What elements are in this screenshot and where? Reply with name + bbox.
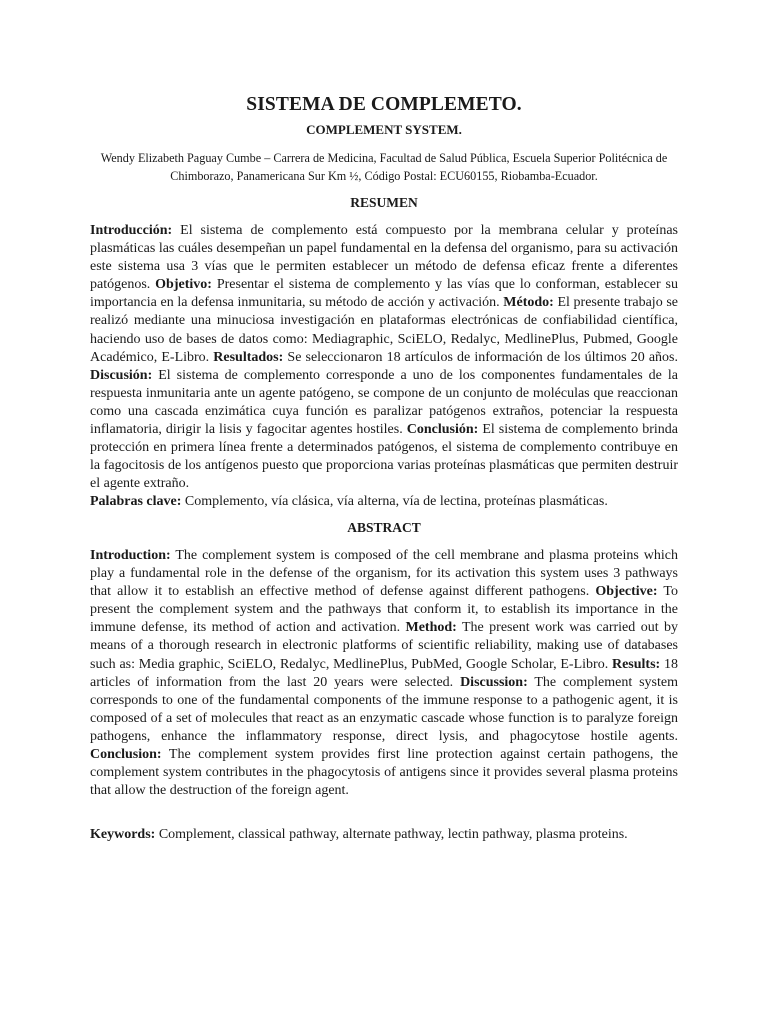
resumen-intro-label: Introducción: (90, 223, 173, 238)
resumen-intro-text: El sistema de complemento está compuesto por la membrana celular y proteínas plasmáticas las cuáles desempeñan un papel fundamental en la defensa del organismo, para su activación este sistema usa 3 vías que le permiten establecer un método de defensa eficaz frente a diferentes patógenos. (90, 223, 678, 293)
resumen-conclusion-label: Conclusión: (406, 422, 479, 438)
abstract-keywords (90, 826, 678, 844)
abstract-conclusion-text: The complement system provides first line protection against certain pathogens, the complement system contributes in the phagocytosis of antigens since it provides several plasma proteins that allow the destruction of the foreign agent. (90, 747, 678, 799)
abstract-paragraph (90, 547, 678, 800)
resumen-heading: RESUMEN (350, 195, 418, 210)
resumen-metodo-text: El presente trabajo se realizó mediante una minuciosa investigación en plataformas electrónicas de confiabilidad científica, haciendo uso de bases de datos como: Mediagraphic, SciELO, Redalyc, MedlinePlus, Pubmed, Google Académico, E-Libro. (90, 295, 678, 365)
author-separator: – (261, 151, 274, 165)
abstract-keywords-text: Complement, classical pathway, alternate pathway, lectin pathway, plasma proteins. (155, 827, 628, 842)
paper-subtitle: COMPLEMENT SYSTEM. (306, 122, 462, 137)
abstract-keywords-label: Keywords: (90, 827, 156, 842)
abstract-method-label: Method: (405, 620, 457, 636)
resumen-conclusion-text: El sistema de complemento brinda protección en primera línea frente a determinados patógenos, el sistema de complemento contribuye en la fagocitosis de los antígenos puesto que proporciona varias proteínas plasmáticas que permiten destruir el agente extraño. (90, 422, 678, 492)
resumen-paragraph (90, 222, 678, 512)
resumen-keywords-label: Palabras clave: (90, 494, 182, 510)
abstract-conclusion-label: Conclusion: (90, 747, 162, 763)
resumen-objetivo-label: Objetivo: (155, 277, 212, 293)
paper-title: SISTEMA DE COMPLEMETO. (246, 94, 522, 115)
abstract-results-text: 18 articles of information from the last 20 years were selected. (90, 656, 678, 690)
abstract-objective-label: Objective: (595, 584, 658, 600)
resumen-resultados-text: Se seleccionaron 18 artículos de información de los últimos 20 años. (283, 349, 678, 365)
author-affiliation (90, 149, 678, 185)
resumen-resultados-label: Resultados: (213, 349, 284, 365)
resumen-metodo-label: Método: (503, 295, 554, 311)
abstract-objective-text: To present the complement system and the pathways that conform it, to establish its importance in the immune defense, its method of action and activation. (90, 584, 678, 636)
abstract-intro-text: The complement system is composed of the cell membrane and plasma proteins which play a fundamental role in the defense of the organism, for its activation this system uses 3 pathways that allow it to establish an effective method of defense against different pathogens. (90, 548, 678, 600)
affiliation-text: Carrera de Medicina, Facultad de Salud Pública, Escuela Superior Politécnica de Chimborazo, Panamericana Sur Km ½, Código Postal: ECU60155, Riobamba-Ecuador. (170, 151, 668, 183)
abstract-discussion-text: The complement system corresponds to one of the fundamental components of the immune response to a pathogenic agent, it is composed of a set of molecules that react as an enzymatic cascade whose function is to paralyze foreign pathogens, enhance the inflammatory response, direct lysis, and phagocytose hostile agents. (90, 674, 678, 744)
abstract-discussion-label: Discussion: (460, 674, 528, 690)
abstract-results-label: Results: (611, 656, 661, 672)
abstract-method-text: The present work was carried out by means of a thorough research in electronic platforms of scientific reliability, making use of databases such as: Media graphic, SciELO, Redalyc, MedlinePlus, PubMed, Google Scholar, E-Libro. (90, 620, 678, 672)
resumen-objetivo-text: Presentar el sistema de complemento y las vías que lo conforman, establecer su importancia en la defensa inmunitaria, su método de acción y activación. (90, 277, 679, 311)
resumen-discusion-label: Discusión: (90, 367, 153, 383)
resumen-discusion-text: El sistema de complemento corresponde a uno de los componentes fundamentales de la respuesta inmunitaria ante un agente patógeno, se compone de un conjunto de moléculas que reaccionan como una cascada enzimática cuya función es paralizar patógenos extraños, potenciar la respuesta inflamatoria, dirigir la lisis y fagocitar agentes hostiles. (90, 367, 678, 438)
resumen-keywords-text: Complemento, vía clásica, vía alterna, vía de lectina, proteínas plasmáticas. (181, 494, 608, 510)
abstract-heading: ABSTRACT (347, 520, 421, 535)
author-name: Wendy Elizabeth Paguay Cumbe (100, 151, 262, 165)
abstract-intro-label: Introduction: (90, 548, 171, 563)
